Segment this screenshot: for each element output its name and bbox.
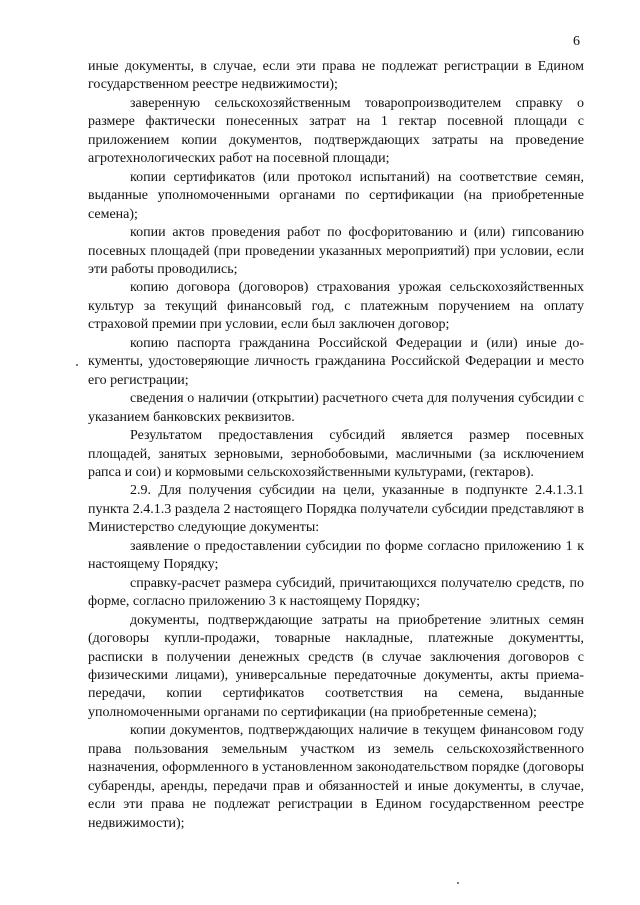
page-number: 6 [573,34,580,49]
paragraph: сведения о наличии (открытии) расчетного счета для получения субсидии с указанием банковских реквизитов. [88,391,584,425]
scan-speck [76,364,78,366]
scan-speck [457,882,459,884]
paragraph: копию паспорта гражданина Российской Федерации и (или) иные документы, удостоверяющие личность гражданина Российской Федерации и место его регистрации; [88,335,584,388]
paragraph: документы, подтверждающие затраты на приобретение элитных семян (договоры купли-продажи, товарные накладные, платежные документты, расписки в получении денежных средств (в случае заключения договоров с физическими лицами), универсальные передаточные документы, акты приема-передачи, копии сертификатов соответствия на семена, выданные уполномоченными органами по сертификации (на приобретенные семена); [88,612,584,720]
document-body [88,58,584,833]
paragraph: Результатом предоставления субсидий является размер посевных площадей, занятых зерновыми, зернобобовыми, масличными (за исключением рапса и сои) и кормовыми сельскохозяйственными культурами, (гектаров). [88,428,584,480]
paragraph: копии сертификатов (или протокол испытаний) на соответствие семян, выданные уполномоченными органами по сертификации (на приобретенные семена); [88,169,584,222]
paragraph: 2.9. Для получения субсидии на цели, указанные в подпункте 2.4.1.3.1 пункта 2.4.1.3 раздела 2 настоящего Порядка получатели субсидии представляют в Министерство следующие документы: [88,483,584,536]
paragraph: иные документы, в случае, если эти права не подлежат регистрации в Едином государственном реестре недвижимости); [88,59,584,93]
paragraph: копии документов, подтверждающих наличие в текущем финансовом году права пользования земельным участком из земель сельскохозяйственного назначения, оформленного в установленном законодательством порядке (договоры субаренды, аренды, передачи прав и обязанностей и иные документы, в случае, если эти права не подлежат регистрации в Едином государственном реестре недвижимости); [88,723,584,831]
paragraph: заверенную сельскохозяйственным товаропроизводителем справку о размере фактически понесенных затрат на 1 гектар посевной площади с приложением копии документов, подтверждающих затраты на проведение агротехнологических работ на посевной площади; [88,95,584,167]
paragraph: копию договора (договоров) страхования урожая сельскохозяйственных культур за текущий финансовый год, с платежным поручением на оплату страховой премии при условии, если был заключен договор; [88,280,584,333]
paragraph: заявление о предоставлении субсидии по форме согласно приложению 1 к настоящему Порядку; [88,538,584,573]
paragraph: копии актов проведения работ по фосфоритованию и (или) гипсованию посевных площадей (при проведении указанных мероприятий) при условии, если эти работы проводились; [88,225,584,277]
paragraph: справку-расчет размера субсидий, причитающихся получателю средств, по форме, согласно приложению 3 к настоящему Порядку; [88,575,584,610]
